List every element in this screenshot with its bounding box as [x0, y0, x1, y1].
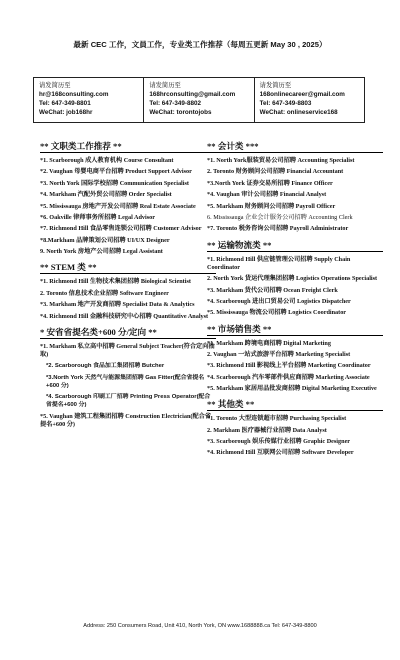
job-item: *8.Markham 品牌策划公司招聘 UI/UX Designer [40, 236, 170, 244]
job-item: *3. Richmond Hill 影视线上平台招聘 Marketing Coordinator [207, 362, 371, 370]
job-item: *4. Richmond Hill 金融科技研究中心招聘 Quantitative Analyst [40, 312, 209, 320]
job-item: *3.North York 天然气与能源集团招聘 Gas Fitter(配合省提名+600 分) [46, 374, 205, 389]
job-item: *7. Richmond Hill 食品零售连锁公司招聘 Customer Advisor [40, 225, 202, 233]
job-item: 2. Toronto 财务顾问公司招聘 Financial Accountant [207, 168, 344, 176]
contact-cell-1 [34, 78, 144, 122]
job-item: *3. North York 国际学校招聘 Communication Specialist [40, 179, 189, 187]
contact-cell-2 [144, 78, 254, 122]
job-item: *4. Markham 汽配外贸公司招聘 Order Specialist [40, 191, 172, 199]
job-item: 6. Mississauga 企业会计服务公司招聘 Accounting Clerk [207, 213, 353, 221]
job-item: *5. Markham 家居用品批发商招聘 Digital Marketing Executive [207, 385, 377, 393]
job-item: *2. Scarborough 食品加工集团招聘 Butcher [46, 363, 165, 370]
left-column [40, 141, 216, 432]
section-heading-marketing: ** 市场销售类 ** [207, 324, 383, 336]
right-column [207, 141, 383, 461]
footer-address: Address: 250 Consumers Road, Unit 410, North York, ON www.1688888.ca Tel: 647-349-8800 [83, 623, 317, 629]
job-item: 2. Vaughan 一站式旅游平台招聘 Marketing Specialist [207, 350, 351, 358]
section-heading-stem: ** STEM 类 ** [40, 262, 216, 274]
job-item: 2. North York 货运代理集团招聘 Logistics Operations Specialist [207, 275, 378, 283]
section-heading-other: ** 其他类 ** [207, 399, 383, 411]
job-item: *4. Richmond Hill 互联网公司招聘 Software Developer [207, 449, 354, 457]
job-item: *5. Mississauga 房地产开发公司招聘 Real Estate Associate [40, 202, 196, 210]
job-item: *3. Markham 货代公司招聘 Ocean Freight Clerk [207, 286, 338, 294]
section-heading-accounting: ** 会计类 *** [207, 141, 383, 153]
contact-wechat: WeChat: job168hr [39, 109, 93, 116]
job-item: *4. Scarborough 汽车零部件供应商招聘 Marketing Associate [207, 373, 370, 381]
contact-cell-3 [255, 78, 364, 122]
job-item: *1. Richmond Hill 供应链管理公司招聘 Supply Chain Coordinator [207, 255, 351, 271]
job-item: *6. Oakville 律师事务所招聘 Legal Advisor [40, 213, 155, 221]
contact-label: 请发简历至 [149, 82, 181, 89]
contact-email[interactable]: 168onlinecareer@gmail.com [259, 91, 345, 98]
contact-tel: Tel: 647-349-8803 [259, 100, 312, 107]
contact-label: 请发简历至 [39, 82, 71, 89]
section-heading-admin: ** 文职类工作推荐 ** [40, 141, 216, 153]
contact-tel: Tel: 647-349-8802 [149, 100, 202, 107]
job-item: *1. Scarborough 成人教育机构 Course Consultant [40, 157, 174, 164]
job-item: *7. Toronto 税务咨询公司招聘 Payroll Administrator [207, 225, 349, 233]
job-item: 2. Toronto 信息技术企业招聘 Software Engineer [40, 289, 169, 297]
job-item: *4. Vaughan 审计公司招聘 Financial Analyst [207, 191, 327, 199]
job-item: 9. North York 房地产公司招聘 Legal Assistant [40, 248, 163, 256]
job-item: *3. Markham 地产开发商招聘 Specialist Data & Analytics [40, 301, 195, 309]
job-item: *4. Scarborough 进出口贸易公司 Logistics Dispatcher [207, 297, 351, 305]
job-item: *5. Vaughan 建筑工程集团招聘 Construction Electrician(配合省提名+600 分) [40, 412, 212, 429]
contact-wechat: WeChat: torontojobs [149, 109, 212, 116]
job-item: *4. Scarborough 印刷工厂招聘 Printing Press Operator(配合省提名+600 分) [46, 394, 211, 409]
section-heading-logistics: ** 运输物流类 ** [207, 240, 383, 252]
contact-wechat: WeChat: onlineservice168 [259, 109, 338, 116]
contact-email[interactable]: 168hrconsulting@gmail.com [149, 91, 236, 98]
contact-tel: Tel: 647-349-8801 [39, 100, 91, 107]
job-item: *1. Richmond Hill 生物技术集团招聘 Biological Scientist [40, 278, 191, 286]
section-heading-anjia: * 安省省提名类+600 分/定向 ** [40, 327, 216, 339]
job-item: *5. Markham 财务顾问公司招聘 Payroll Officer [207, 202, 336, 210]
page-title: 最新 CEC 工作，文員工作，专业类工作推荐（每周五更新 May 30 , 2025） [73, 40, 327, 49]
job-item: *2. Vaughan 母婴电商平台招聘 Product Support Advisor [40, 168, 192, 176]
contact-label: 请发简历至 [259, 82, 292, 89]
job-item: *3.North York 证券交易所招聘 Finance Officer [207, 179, 333, 187]
job-item: 2. Markham 医疗器械行业招聘 Data Analyst [207, 426, 327, 434]
job-item: *5. Mississauga 物流公司招聘 Logistics Coordinator [207, 309, 347, 317]
job-item: *1. Markham 跨境电商招聘 Digital Marketing [207, 339, 331, 347]
job-item: *1. North York服装贸易公司招聘 Accounting Specialist [207, 157, 355, 164]
job-item: *3. Scarborough 娱乐传媒行业招聘 Graphic Designer [207, 438, 351, 446]
contact-email[interactable]: hr@168consulting.com [39, 91, 109, 98]
contact-table [33, 77, 365, 123]
job-item: *1. Markham 私立高中招聘 General Subject Teacher(符合定向抽取) [40, 342, 215, 358]
job-item: *1. Toronto 大型连锁超市招聘 Purchasing Specialist [207, 415, 347, 423]
